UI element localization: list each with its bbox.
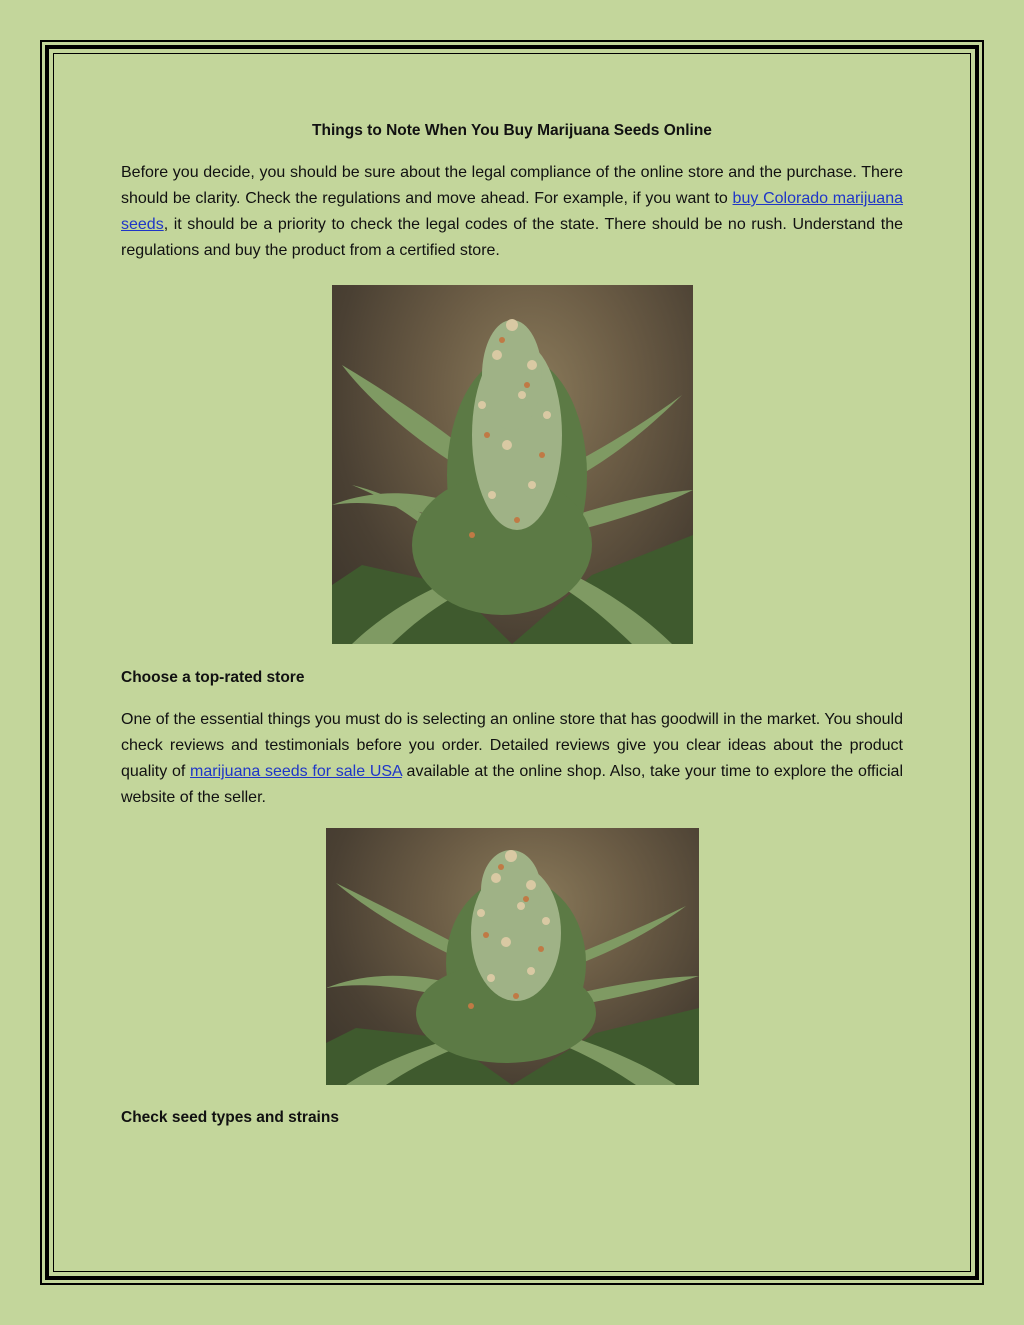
intro-paragraph xyxy=(121,160,903,264)
document-title: Things to Note When You Buy Marijuana Seeds Online xyxy=(312,122,712,139)
intro-text-before-link: Before you decide, you should be sure about the legal compliance of the online store and the purchase. There should be clarity. Check the regulations and move ahead. For example, if you want to xyxy=(121,164,903,207)
cannabis-bud-illustration xyxy=(332,285,693,644)
buy-colorado-seeds-link[interactable]: buy Colorado marijuana seeds xyxy=(121,190,904,233)
cannabis-bud-photo-1 xyxy=(332,285,693,644)
section-heading-seed-types: Check seed types and strains xyxy=(121,1109,339,1126)
section-paragraph-top-rated-store xyxy=(121,707,903,811)
section-heading-top-rated-store: Choose a top-rated store xyxy=(121,669,305,686)
intro-text-after-link: , it should be a priority to check the legal codes of the state. There should be no rush. Understand the regulations and buy the product from a certified store. xyxy=(121,216,903,259)
section-text-before-link: One of the essential things you must do is selecting an online store that has goodwill in the market. You should check reviews and testimonials before you order. Detailed reviews give you clear ideas about the product quality of xyxy=(121,711,903,780)
cannabis-bud-illustration xyxy=(326,828,699,1085)
cannabis-bud-photo-2 xyxy=(326,828,699,1085)
marijuana-seeds-for-sale-usa-link[interactable]: marijuana seeds for sale USA xyxy=(190,763,402,780)
section-text-after-link: available at the online shop. Also, take your time to explore the official website of the seller. xyxy=(121,763,904,806)
document-content xyxy=(121,118,903,1131)
